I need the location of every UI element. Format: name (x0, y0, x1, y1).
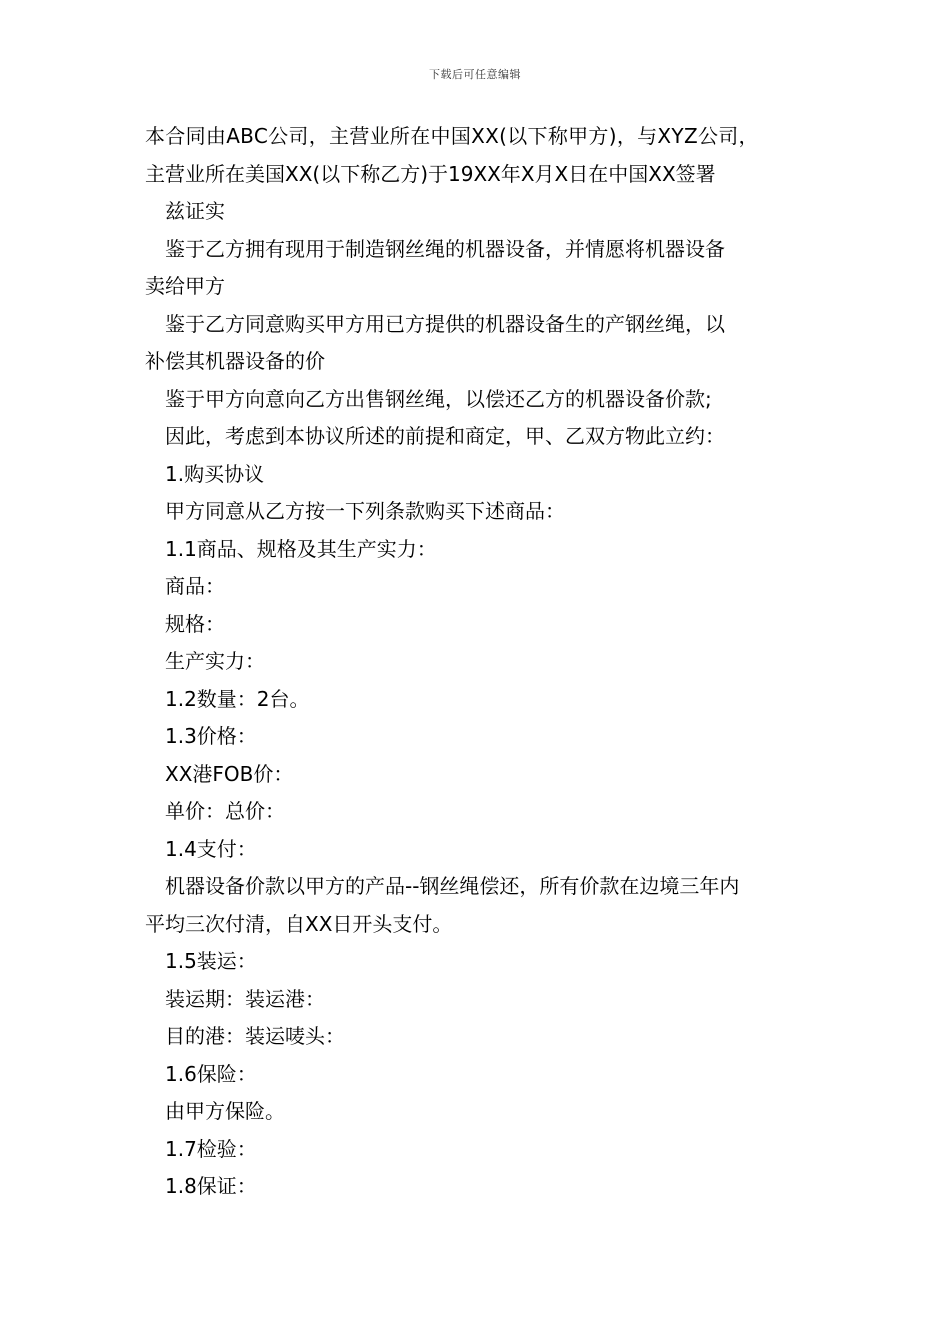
contract-line: 鉴于乙方拥有现用于制造钢丝绳的机器设备，并情愿将机器设备 (165, 236, 725, 261)
contract-line: 补偿其机器设备的价 (145, 349, 325, 373)
contract-line: XX港FOB价： (165, 761, 294, 786)
contract-line: 平均三次付清，自XX日开头支付。 (145, 911, 453, 936)
contract-line: 兹证实 (165, 199, 225, 223)
contract-line: 1.购买协议 (165, 461, 265, 486)
contract-line: 1.6保险： (165, 1061, 257, 1086)
contract-line: 1.4支付： (165, 836, 257, 861)
contract-line: 鉴于乙方同意购买甲方用已方提供的机器设备生的产钢丝绳，以 (165, 311, 725, 336)
contract-line: 鉴于甲方向意向乙方出售钢丝绳，以偿还乙方的机器设备价款; (165, 386, 712, 411)
contract-line: 规格： (165, 611, 225, 636)
contract-line: 主营业所在美国XX(以下称乙方)于19XX年X月X日在中国XX签署 (145, 161, 716, 186)
contract-line: 1.8保证： (165, 1174, 257, 1198)
contract-line: 因此，考虑到本协议所述的前提和商定，甲、乙双方物此立约： (165, 424, 725, 448)
contract-line: 1.3价格： (165, 724, 257, 748)
contract-line: 本合同由ABC公司，主营业所在中国XX(以下称甲方)，与XYZ公司， (145, 124, 759, 148)
contract-line: 1.5装运： (165, 949, 257, 973)
contract-line: 1.7检验： (165, 1136, 257, 1161)
contract-line: 单价：总价： (165, 799, 285, 823)
contract-line: 1.1商品、规格及其生产实力： (165, 536, 437, 561)
contract-line: 生产实力： (165, 649, 265, 673)
contract-line: 1.2数量：2台。 (165, 686, 310, 711)
contract-line: 甲方同意从乙方按一下列条款购买下述商品： (165, 499, 565, 523)
contract-line: 目的港：装运唛头： (165, 1024, 345, 1048)
page-header-note: 下载后可任意编辑 (429, 68, 521, 81)
contract-line: 商品： (165, 574, 225, 598)
contract-line: 机器设备价款以甲方的产品--钢丝绳偿还，所有价款在边境三年内 (165, 874, 740, 898)
contract-line: 由甲方保险。 (165, 1099, 285, 1123)
contract-line: 装运期：装运港： (165, 986, 325, 1011)
contract-body (145, 118, 835, 1206)
contract-line: 卖给甲方 (145, 274, 225, 298)
